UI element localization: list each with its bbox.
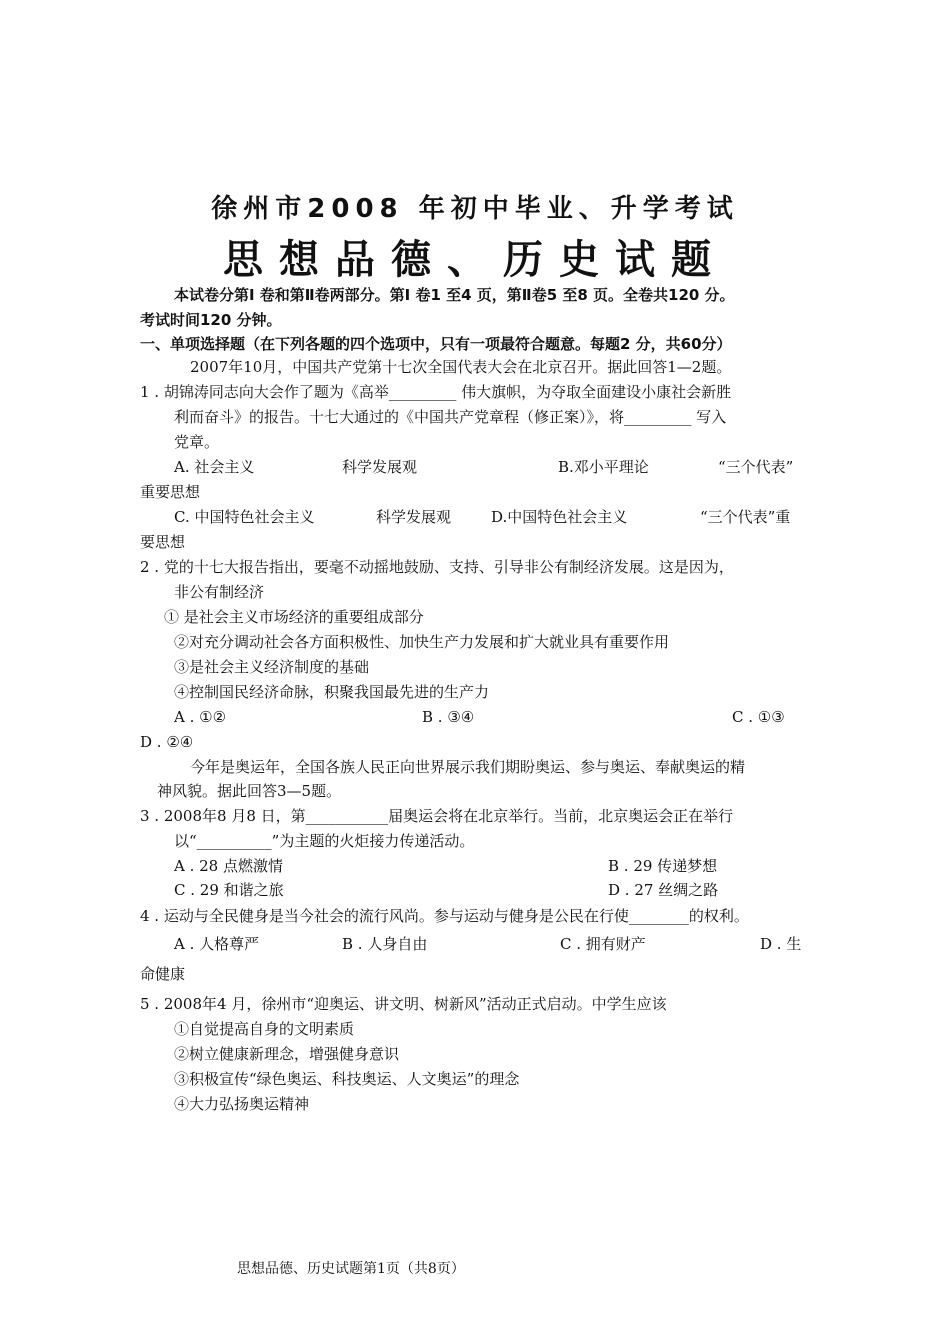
q2-option-c: C . ①③ — [732, 708, 785, 726]
q3-option-a: A . 28 点燃激情 — [174, 857, 283, 875]
q1-stem-line-2: 利而奋斗》的报告。十七大通过的《中国共产党章程（修正案）》，将_________ 写入 — [174, 408, 727, 426]
q1-option-d-part2: “三个代表”重 — [700, 508, 791, 526]
q1-option-d-wrap: 要思想 — [140, 533, 186, 551]
q2-statement-3: ③是社会主义经济制度的基础 — [174, 658, 370, 676]
section-heading: 一、单项选择题（在下列各题的四个选项中，只有一项最符合题意。每题2 分，共60分） — [140, 335, 732, 353]
q4-stem: 4 . 运动与全民健身是当今社会的流行风尚。参与运动与健身是公民在行使________的权利。 — [140, 907, 749, 925]
q5-statement-2: ②树立健康新理念，增强健身意识 — [174, 1045, 400, 1063]
q5-statement-3: ③积极宣传“绿色奥运、科技奥运、人文奥运”的理念 — [174, 1070, 520, 1088]
page-footer: 思想品德、历史试题第1页（共8页） — [237, 1261, 465, 1277]
q4-option-a: A . 人格尊严 — [174, 935, 260, 953]
q2-statement-2: ②对充分调动社会各方面积极性、加快生产力发展和扩大就业具有重要作用 — [174, 633, 670, 651]
q2-stem-line-2: 非公有制经济 — [174, 583, 265, 601]
q2-option-b: B . ③④ — [422, 708, 475, 726]
intro-line-2: 考试时间120 分钟。 — [140, 311, 282, 329]
q5-statement-1: ①自觉提高自身的文明素质 — [174, 1020, 355, 1038]
q3-option-b: B . 29 传递梦想 — [608, 857, 718, 875]
q2-option-a: A . ①② — [174, 708, 227, 726]
q3-stem-line-1: 3 . 2008年8 月8 日，第___________届奥运会将在北京举行。当前，北京奥运会正在举行 — [140, 807, 734, 825]
q1-option-a: A. 社会主义 — [174, 458, 255, 476]
lead-text-q3-5-line-1: 今年是奥运年，全国各族人民正向世界展示我们期盼奥运、参与奥运、奉献奥运的精 — [190, 758, 746, 776]
q1-option-b-wrap: 重要思想 — [140, 483, 201, 501]
q5-statement-4: ④大力弘扬奥运精神 — [174, 1095, 310, 1113]
q1-stem-line-3: 党章。 — [174, 433, 220, 451]
q3-option-c: C . 29 和谐之旅 — [174, 881, 284, 899]
q1-option-d: D.中国特色社会主义 — [491, 508, 628, 526]
q2-stem-line-1: 2 . 党的十七大报告指出，要毫不动摇地鼓励、支持、引导非公有制经济发展。这是因为， — [140, 558, 734, 576]
q1-option-c-part2: 科学发展观 — [376, 508, 452, 526]
q4-option-d: D . 生 — [760, 935, 802, 953]
intro-line-1: 本试卷分第I 卷和第Ⅱ卷两部分。第I 卷1 至4 页，第Ⅱ卷5 至8 页。全卷共120 分。 — [174, 286, 735, 304]
q1-option-c: C. 中国特色社会主义 — [174, 508, 315, 526]
q4-option-b: B . 人身自由 — [342, 935, 428, 953]
exam-subject-title: 思想品德、历史试题 — [223, 237, 727, 283]
lead-text-q3-5-line-2: 神风貌。据此回答3—5题。 — [157, 782, 342, 800]
q1-option-b: B.邓小平理论 — [558, 458, 649, 476]
q3-option-d: D . 27 丝绸之路 — [608, 881, 719, 899]
q3-stem-line-2: 以“__________”为主题的火炬接力传递活动。 — [174, 832, 475, 850]
lead-text-q1-2: 2007年10月，中国共产党第十七次全国代表大会在北京召开。据此回答1—2题。 — [190, 358, 732, 376]
q1-option-b-part2: “三个代表” — [718, 458, 794, 476]
q2-statement-4: ④控制国民经济命脉，积聚我国最先进的生产力 — [174, 683, 490, 701]
q1-option-a-part2: 科学发展观 — [342, 458, 418, 476]
q4-option-d-wrap: 命健康 — [140, 965, 186, 983]
q2-option-d: D . ②④ — [140, 733, 194, 751]
q4-option-c: C . 拥有财产 — [560, 935, 646, 953]
q5-stem: 5 . 2008年4 月，徐州市“迎奥运、讲文明、树新风”活动正式启动。中学生应该 — [140, 995, 667, 1013]
q2-statement-1: ① 是社会主义市场经济的重要组成部分 — [164, 608, 424, 626]
exam-title: 徐州市2008 年初中毕业、升学考试 — [211, 194, 739, 224]
q1-stem-line-1: 1 . 胡锦涛同志向大会作了题为《高举_________ 伟大旗帜，为夺取全面建设小康社会新胜 — [140, 383, 732, 401]
